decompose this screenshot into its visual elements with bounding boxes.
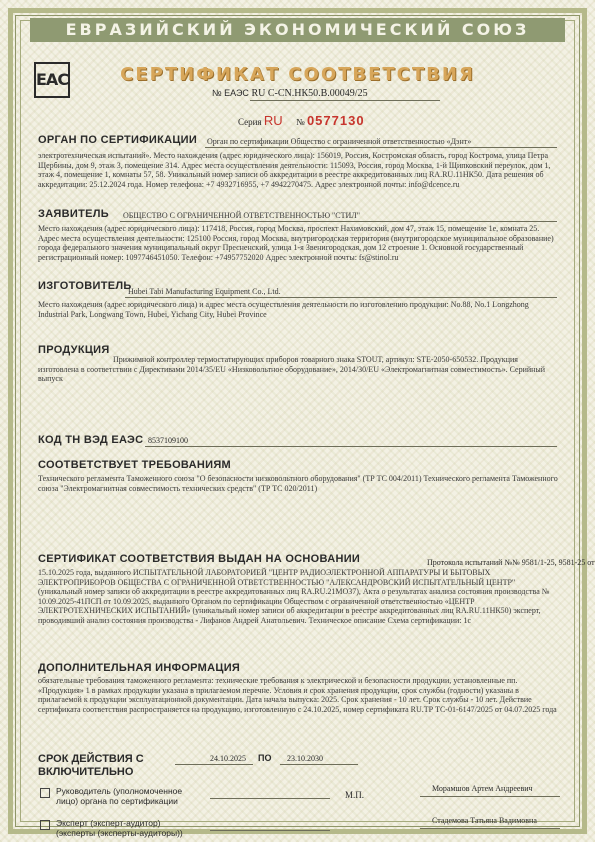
- union-banner: ЕВРАЗИЙСКИЙ ЭКОНОМИЧЕСКИЙ СОЮЗ: [30, 18, 565, 42]
- expert-name: Стадемова Татьяна Вадимовна: [432, 816, 537, 825]
- certification-body-text: электротехническая испытаний». Место нахождения (адрес юридического лица): 156019, Россия, Костромская область, город Кострома, улица Петра Щербины, дом 9, этаж 3, помещение 314. Адрес места осуществления деятельности: 115093, Россия, город Москва, 1-й Щипковский переулок, дом 1, этаж 4, помещение 1, комнаты 57, 58. Уникальный номер записи об аккредитации в реестре аккредитованных лиц RA.RU.11НК50. Дата решения об аккредитации: 25.12.2024 года. Номер телефона: +7 4932716955, +7 4942270475. Адрес электронной почты: info@dcence.ru: [38, 151, 551, 189]
- head-label-line1: Руководитель (уполномоченное: [56, 786, 183, 796]
- date-from-underline: [175, 764, 253, 765]
- head-signatory-label: [56, 786, 182, 806]
- validity-heading-line2: ВКЛЮЧИТЕЛЬНО: [38, 766, 134, 778]
- applicant-heading: ЗАЯВИТЕЛЬ: [38, 208, 109, 220]
- applicant-name: ОБЩЕСТВО С ОГРАНИЧЕННОЙ ОТВЕТСТВЕННОСТЬЮ "СТИЛ": [123, 211, 360, 220]
- certification-body-heading: ОРГАН ПО СЕРТИФИКАЦИИ: [38, 134, 198, 146]
- basis-text: 15.10.2025 года, выданного ИСПЫТАТЕЛЬНОЙ ЛАБОРАТОРИЕЙ "ЦЕНТР РАДИОЭЛЕКТРОННОЙ АППАРАТУРЫ И БЫТОВЫХ ЭЛЕКТРОПРИБОРОВ ОБЩЕСТВА С ОГРАНИЧЕННОЙ ОТВЕТСТВЕННОСТЬЮ "АЛЕКСАНДРОВСКИЙ ИСПЫТАТЕЛЬНЫЙ ЦЕНТР" (уникальный номер записи об аккредитации в реестре аккредитованных лиц RA.RU.21МО37), Акта о результатах анализа состояния производства № 10.09.2025-41ПСП от 10.09.2025, выданного Органом по сертификации Обществом с ограниченной ответственностью «ЦЕНТР ЭЛЕКТРОТЕХНИЧЕСКИХ ИСПЫТАНИЙ» (уникальный номер записи об аккредитации в реестре аккредитованных лиц RA.RU.11НК50) эксперт, проводивший анализ состояния производства - Лифанов Андрей Анатольевич. Техническое описание Схема сертификации: 1с: [38, 568, 550, 625]
- validity-to: 23.10.2030: [287, 754, 323, 763]
- expert-signatory-label: [56, 818, 183, 838]
- stamp-mark: М.П.: [345, 790, 365, 800]
- tn-ved-heading: КОД ТН ВЭД ЕАЭС: [38, 434, 144, 446]
- head-name-underline: [420, 796, 560, 797]
- number-value: 0577130: [306, 113, 365, 128]
- product-text: Прижимной контроллер термостатирующих приборов товарного знака STOUT, артикул: STE-2050-650532. Продукция изготовлена в соответствии с Директивами 2014/35/EU «Низковольтное оборудование», 2014/30/EU «Электромагнитная совместимость». Серийный выпуск: [38, 355, 546, 384]
- validity-po: ПО: [258, 753, 272, 763]
- validity-heading-line1: СРОК ДЕЙСТВИЯ С: [38, 753, 144, 765]
- eac-logo: EAC: [34, 62, 70, 98]
- reg-underline: [250, 100, 440, 101]
- manufacturer-underline: [125, 297, 557, 298]
- additional-text: обязательные требования таможенного регламента: технические требования к электрической и безопасности продукции, установленные пп. «Продукция» 1 в рамках продукции указана в прилагаемом перечне. Условия и срок хранения продукции, срок службы (годности) указаны в прилагаемой к продукции эксплуатационной документации. Дата начала выпуска: 2025. Срок хранения - 10 лет. Срок службы - 10 лет. Действие сертификата соответствия распространяется на продукцию, изготовленную с 24.10.2025, номер сертификата RU.ТР ТС-01-6147/2025 от 04.07.2025 года: [38, 676, 557, 714]
- expert-signature-line: [210, 830, 330, 831]
- applicant-text: Место нахождения (адрес юридического лица): 117418, Россия, город Москва, проспект Нахимовский, дом 47, этаж 15, помещение 1е, комната 25. Адрес места осуществления деятельности: 125100 Россия, город Москва, внутригородская территория (внутригородское муниципальное образование) города федерального значения муниципальный округ Пресненский, улица 1-я Звенигородская, дом 12 строение 1. Основной государственный регистрационный номер: 1097746451050. Телефон: +74957752020 Адрес электронной почты: fs@stinol.ru: [38, 224, 554, 262]
- certificate-title: СЕРТИФИКАТ СООТВЕТСТВИЯ: [120, 64, 475, 85]
- conformity-heading: СООТВЕТСТВУЕТ ТРЕБОВАНИЯМ: [38, 459, 231, 471]
- series-value: RU: [263, 113, 283, 128]
- reg-label: № ЕАЭС: [212, 88, 249, 98]
- basis-protocol: Протокола испытаний №№ 9581/1-25, 9581-25 от: [427, 558, 595, 567]
- expert-checkbox: [40, 820, 50, 830]
- conformity-text: Технического регламента Таможенного союза "О безопасности низковольтного оборудования" (ТР ТС 004/2011) Технического регламента Таможенного союза "Электромагнитная совместимость технических средств" (ТР ТС 020/2011): [38, 474, 558, 493]
- validity-heading: [38, 753, 144, 779]
- manufacturer-name: Hubei Tabi Manufacturing Equipment Co., Ltd.: [128, 287, 281, 296]
- tn-ved-code: 8537109100: [148, 436, 188, 445]
- manufacturer-text: Место нахождения (адрес юридического лица) и адрес места осуществления деятельности по изготовлению продукции: No.88, No.1 Longzhong Industrial Park, Longwang Town, Hubei, Yichang City, Hubei Province: [38, 300, 529, 319]
- head-checkbox: [40, 788, 50, 798]
- head-name: Морамшов Артем Андреевич: [432, 784, 533, 793]
- number-label: №: [296, 117, 305, 127]
- cb-underline: [205, 147, 557, 148]
- manufacturer-heading: ИЗГОТОВИТЕЛЬ: [38, 280, 132, 292]
- certification-body-line1: Орган по сертификации Общество с ограниченной ответственностью «Дэнт»: [207, 137, 472, 146]
- date-to-underline: [280, 764, 358, 765]
- head-signature-line: [210, 798, 330, 799]
- expert-name-underline: [420, 828, 560, 829]
- reg-value: RU С-CN.НК50.В.00049/25: [251, 88, 368, 99]
- applicant-underline: [120, 221, 557, 222]
- registration-number: [212, 88, 368, 99]
- expert-label-line1: Эксперт (эксперт-аудитор): [56, 818, 161, 828]
- series-number: [238, 113, 365, 128]
- expert-label-line2: (эксперты (эксперты-аудиторы)): [56, 828, 183, 838]
- tn-ved-underline: [145, 446, 557, 447]
- product-heading: ПРОДУКЦИЯ: [38, 344, 110, 356]
- head-label-line2: лицо) органа по сертификации: [56, 796, 178, 806]
- basis-heading: СЕРТИФИКАТ СООТВЕТСТВИЯ ВЫДАН НА ОСНОВАНИИ: [38, 553, 361, 565]
- series-label: Серия: [238, 117, 262, 127]
- additional-heading: ДОПОЛНИТЕЛЬНАЯ ИНФОРМАЦИЯ: [38, 662, 241, 674]
- validity-from: 24.10.2025: [210, 754, 246, 763]
